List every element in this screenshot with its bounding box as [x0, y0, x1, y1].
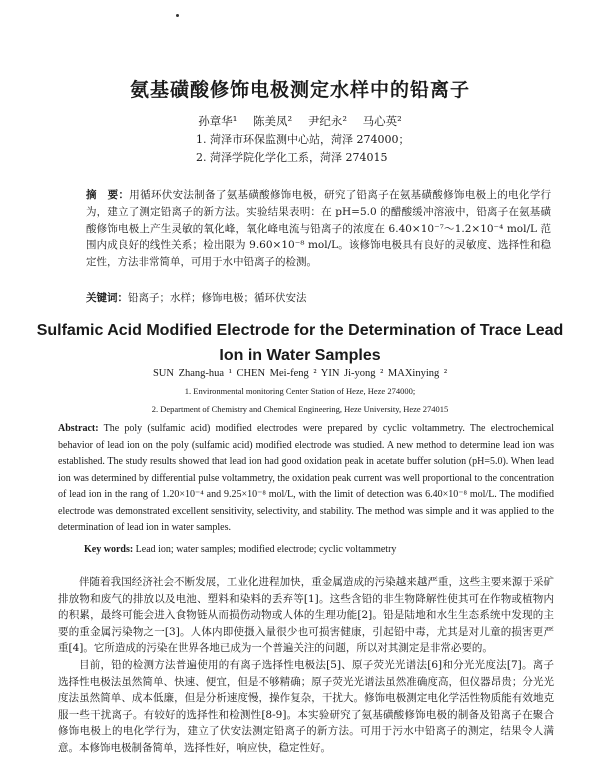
intro-paragraph-2: 目前，铅的检测方法普遍使用的有离子选择性电极法[5]、原子荧光光谱法[6]和分光光度法[7]。离子选择性电极法虽然简单、快速、便宜，但是不够精确；原子荧光光谱法虽然准确度高，但仪器昂贵；分光光度法虽然简单、成本低廉，但是分析速度慢，操作复杂，干扰大。修饰电极测定电化学活性物质能有效地克服一些干扰离子。有较好的选择性和检测性[8-9]。本实验研究了氨基磺酸修饰电极的制备及铅离子在聚合修饰电极上的电化学行为，建立了伏安法测定铅离子的新方法。可用于污水中铅离子的测定，结果令人满意。本修饰电极制备简单，选择性好，响应快，稳定性好。	[58, 658, 554, 754]
english-keywords	[84, 544, 554, 555]
scan-speck	[176, 14, 179, 17]
english-keywords-label: Key words:	[84, 544, 134, 555]
english-affiliation-1: 1. Environmental monitoring Center Station of Heze, Heze 274000;	[184, 386, 416, 396]
english-authors: SUN Zhang-hua ¹ CHEN Mei-feng ² YIN Ji-yong ² MAXinying ²	[152, 368, 448, 379]
chinese-affiliation-1: 1. 菏泽市环保监测中心站，菏泽 274000；	[196, 133, 410, 146]
chinese-affiliation-2: 2. 菏泽学院化学化工系，菏泽 274015	[196, 151, 388, 164]
english-title-line-1: Sulfamic Acid Modified Electrode for the Determination of Trace Lead	[36, 322, 564, 339]
english-abstract	[58, 421, 554, 537]
chinese-title: 氨基磺酸修饰电极测定水样中的铅离子	[129, 79, 470, 101]
chinese-abstract-text: 用循环伏安法制备了氨基磺酸修饰电极，研究了铅离子在氨基磺酸修饰电极上的电化学行为，建立了测定铅离子的新方法。实验结果表明：在 pH=5.0 的醋酸缓冲溶液中，铅离子在氨基磺酸修饰电极上产生灵敏的氧化峰，氧化峰电流与铅离子的浓度在 6.40×10⁻⁷～1.2×10⁻⁴ mol/L 范围内成良好的线性关系；检出限为 9.60×10⁻⁸ mol/L。该修饰电极具有良好的灵敏度、选择性和稳定性，方法非常简单，可用于水中铅离子的检测。	[86, 189, 552, 269]
english-affiliation-2: 2. Department of Chemistry and Chemical Engineering, Heze University, Heze 274015	[151, 404, 449, 414]
introduction-body	[58, 574, 554, 757]
english-title-line-2: Ion in Water Samples	[219, 347, 381, 364]
english-title	[0, 318, 600, 368]
english-abstract-label: Abstract:	[58, 423, 99, 434]
chinese-keywords-label: 关键词：	[86, 292, 128, 304]
chinese-authors: 孙章华¹ 陈美凤² 尹纪永² 马心英²	[198, 114, 402, 128]
english-keywords-text: Lead ion; water samples; modified electrode; cyclic voltammetry	[135, 544, 397, 555]
chinese-keywords	[86, 290, 551, 305]
chinese-keywords-text: 铅离子；水样；修饰电极；循环伏安法	[128, 292, 307, 304]
chinese-abstract	[86, 187, 551, 271]
chinese-abstract-label: 摘 要：	[86, 189, 130, 201]
english-abstract-text: The poly (sulfamic acid) modified electrodes were prepared by cyclic voltammetry. The electrochemical behavior of lead ion on the poly (sulfamic acid) modified electrode was studied. A new method to determine lead ion was established. The study results showed that lead ion had good oxidation peak in acetate buffer solution (pH=5.0). When lead ion was determined by differential pulse voltammetry, the oxidation peak current was well proportional to the concentration of lead ion in the rang of 1.20×10⁻⁴ and 9.25×10⁻⁸ mol/L, with the limit of detection was 6.40×10⁻⁸ mol/L. The modified electrode was demonstrated excellent sensitivity, selectivity, and stability. The method was simple and it was applied to the determination of lead ion in water samples.	[58, 423, 555, 533]
intro-paragraph-1: 伴随着我国经济社会不断发展，工业化进程加快，重金属造成的污染越来越严重，这些主要来源于采矿排放物和废气的排放以及电池、塑料和染料的丢弃等[1]。这些含铅的非生物降解性使其可在作物或植物内的积累，最终可能会进入食物链从而损伤动物或人体的生理功能[2]。铅是陆地和水生生态系统中发现的主要的重金属污染物之一[3]。人体内即使摄入量很少也可损害健康，引起铅中毒，尤其是对儿童的损害更严重[4]。它所造成的污染在世界各地已成为一个普遍关注的问题，所以对其測定是非常必要的。	[58, 576, 554, 655]
